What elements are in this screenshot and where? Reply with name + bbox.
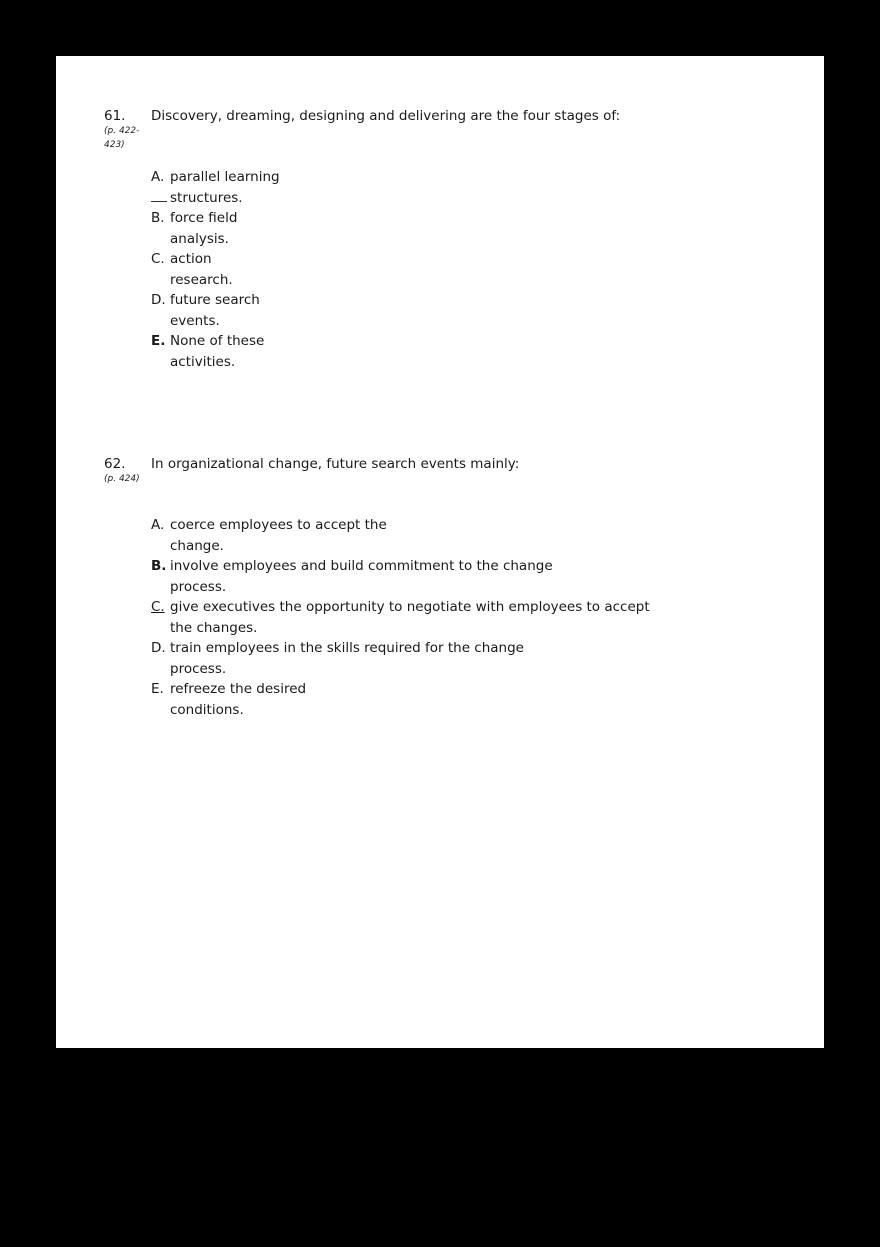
question-stem: Discovery, dreaming, designing and delivering are the four stages of: — [151, 108, 621, 124]
option-text — [170, 249, 233, 290]
page-reference — [104, 125, 164, 152]
option-line: coerce employees to accept the — [170, 517, 387, 533]
option-text — [170, 597, 650, 638]
blank-underline — [151, 192, 167, 202]
question-header — [104, 455, 806, 473]
question-number: 62. — [104, 456, 126, 472]
option-line: train employees in the skills required for the change — [170, 640, 524, 656]
page-reference-line: (p. 422- — [104, 126, 140, 136]
page-reference-line: 423) — [104, 139, 125, 150]
option-row — [151, 290, 806, 331]
option-line: the changes. — [170, 619, 258, 636]
option-line: action — [170, 251, 212, 267]
option-text — [170, 208, 237, 249]
question-number: 61. — [104, 108, 126, 124]
option-line: involve employees and build commitment to the change — [170, 558, 553, 574]
option-line: process. — [170, 660, 227, 677]
option-line: research. — [170, 271, 233, 288]
option-line: force field — [170, 210, 238, 226]
options-list — [151, 167, 806, 372]
document-page — [56, 56, 824, 1048]
option-line: refreeze the desired — [170, 681, 307, 697]
option-row — [151, 597, 806, 638]
option-line: process. — [170, 578, 227, 595]
option-line: events. — [170, 312, 220, 329]
option-letter: C. — [151, 599, 165, 615]
option-line: structures. — [170, 188, 280, 209]
option-row — [151, 679, 806, 720]
option-letter: B. — [151, 558, 167, 574]
question-block-61 — [104, 107, 806, 370]
option-line: analysis. — [170, 230, 229, 247]
options-list — [151, 515, 806, 720]
option-row — [151, 208, 806, 249]
option-letter: A. — [151, 517, 165, 533]
question-block-62 — [104, 455, 806, 718]
option-letter: D. — [151, 292, 166, 308]
option-text — [170, 679, 306, 720]
page-reference — [104, 473, 164, 487]
option-line: change. — [170, 537, 224, 554]
option-row — [151, 638, 806, 679]
option-line: activities. — [170, 353, 236, 370]
option-row — [151, 556, 806, 597]
option-row — [151, 249, 806, 290]
option-text — [170, 167, 280, 208]
option-row — [151, 331, 806, 372]
question-stem: In organizational change, future search events mainly: — [151, 456, 520, 472]
option-line: give executives the opportunity to negotiate with employees to accept — [170, 599, 650, 615]
page-reference-line: (p. 424) — [104, 474, 140, 484]
option-text — [170, 331, 264, 372]
option-row — [151, 167, 806, 208]
option-line: parallel learning — [170, 169, 280, 185]
option-text — [170, 638, 524, 679]
option-row — [151, 515, 806, 556]
option-letter: E. — [151, 333, 166, 349]
option-text — [170, 556, 553, 597]
option-letter: D. — [151, 640, 166, 656]
option-line: None of these — [170, 333, 265, 349]
option-letter: E. — [151, 681, 164, 697]
option-line: conditions. — [170, 701, 244, 718]
option-text — [170, 290, 260, 331]
question-header — [104, 107, 806, 125]
option-line: future search — [170, 292, 260, 308]
option-letter: C. — [151, 251, 165, 267]
option-letter: A. — [151, 169, 165, 185]
option-text — [170, 515, 387, 556]
option-letter: B. — [151, 210, 165, 226]
